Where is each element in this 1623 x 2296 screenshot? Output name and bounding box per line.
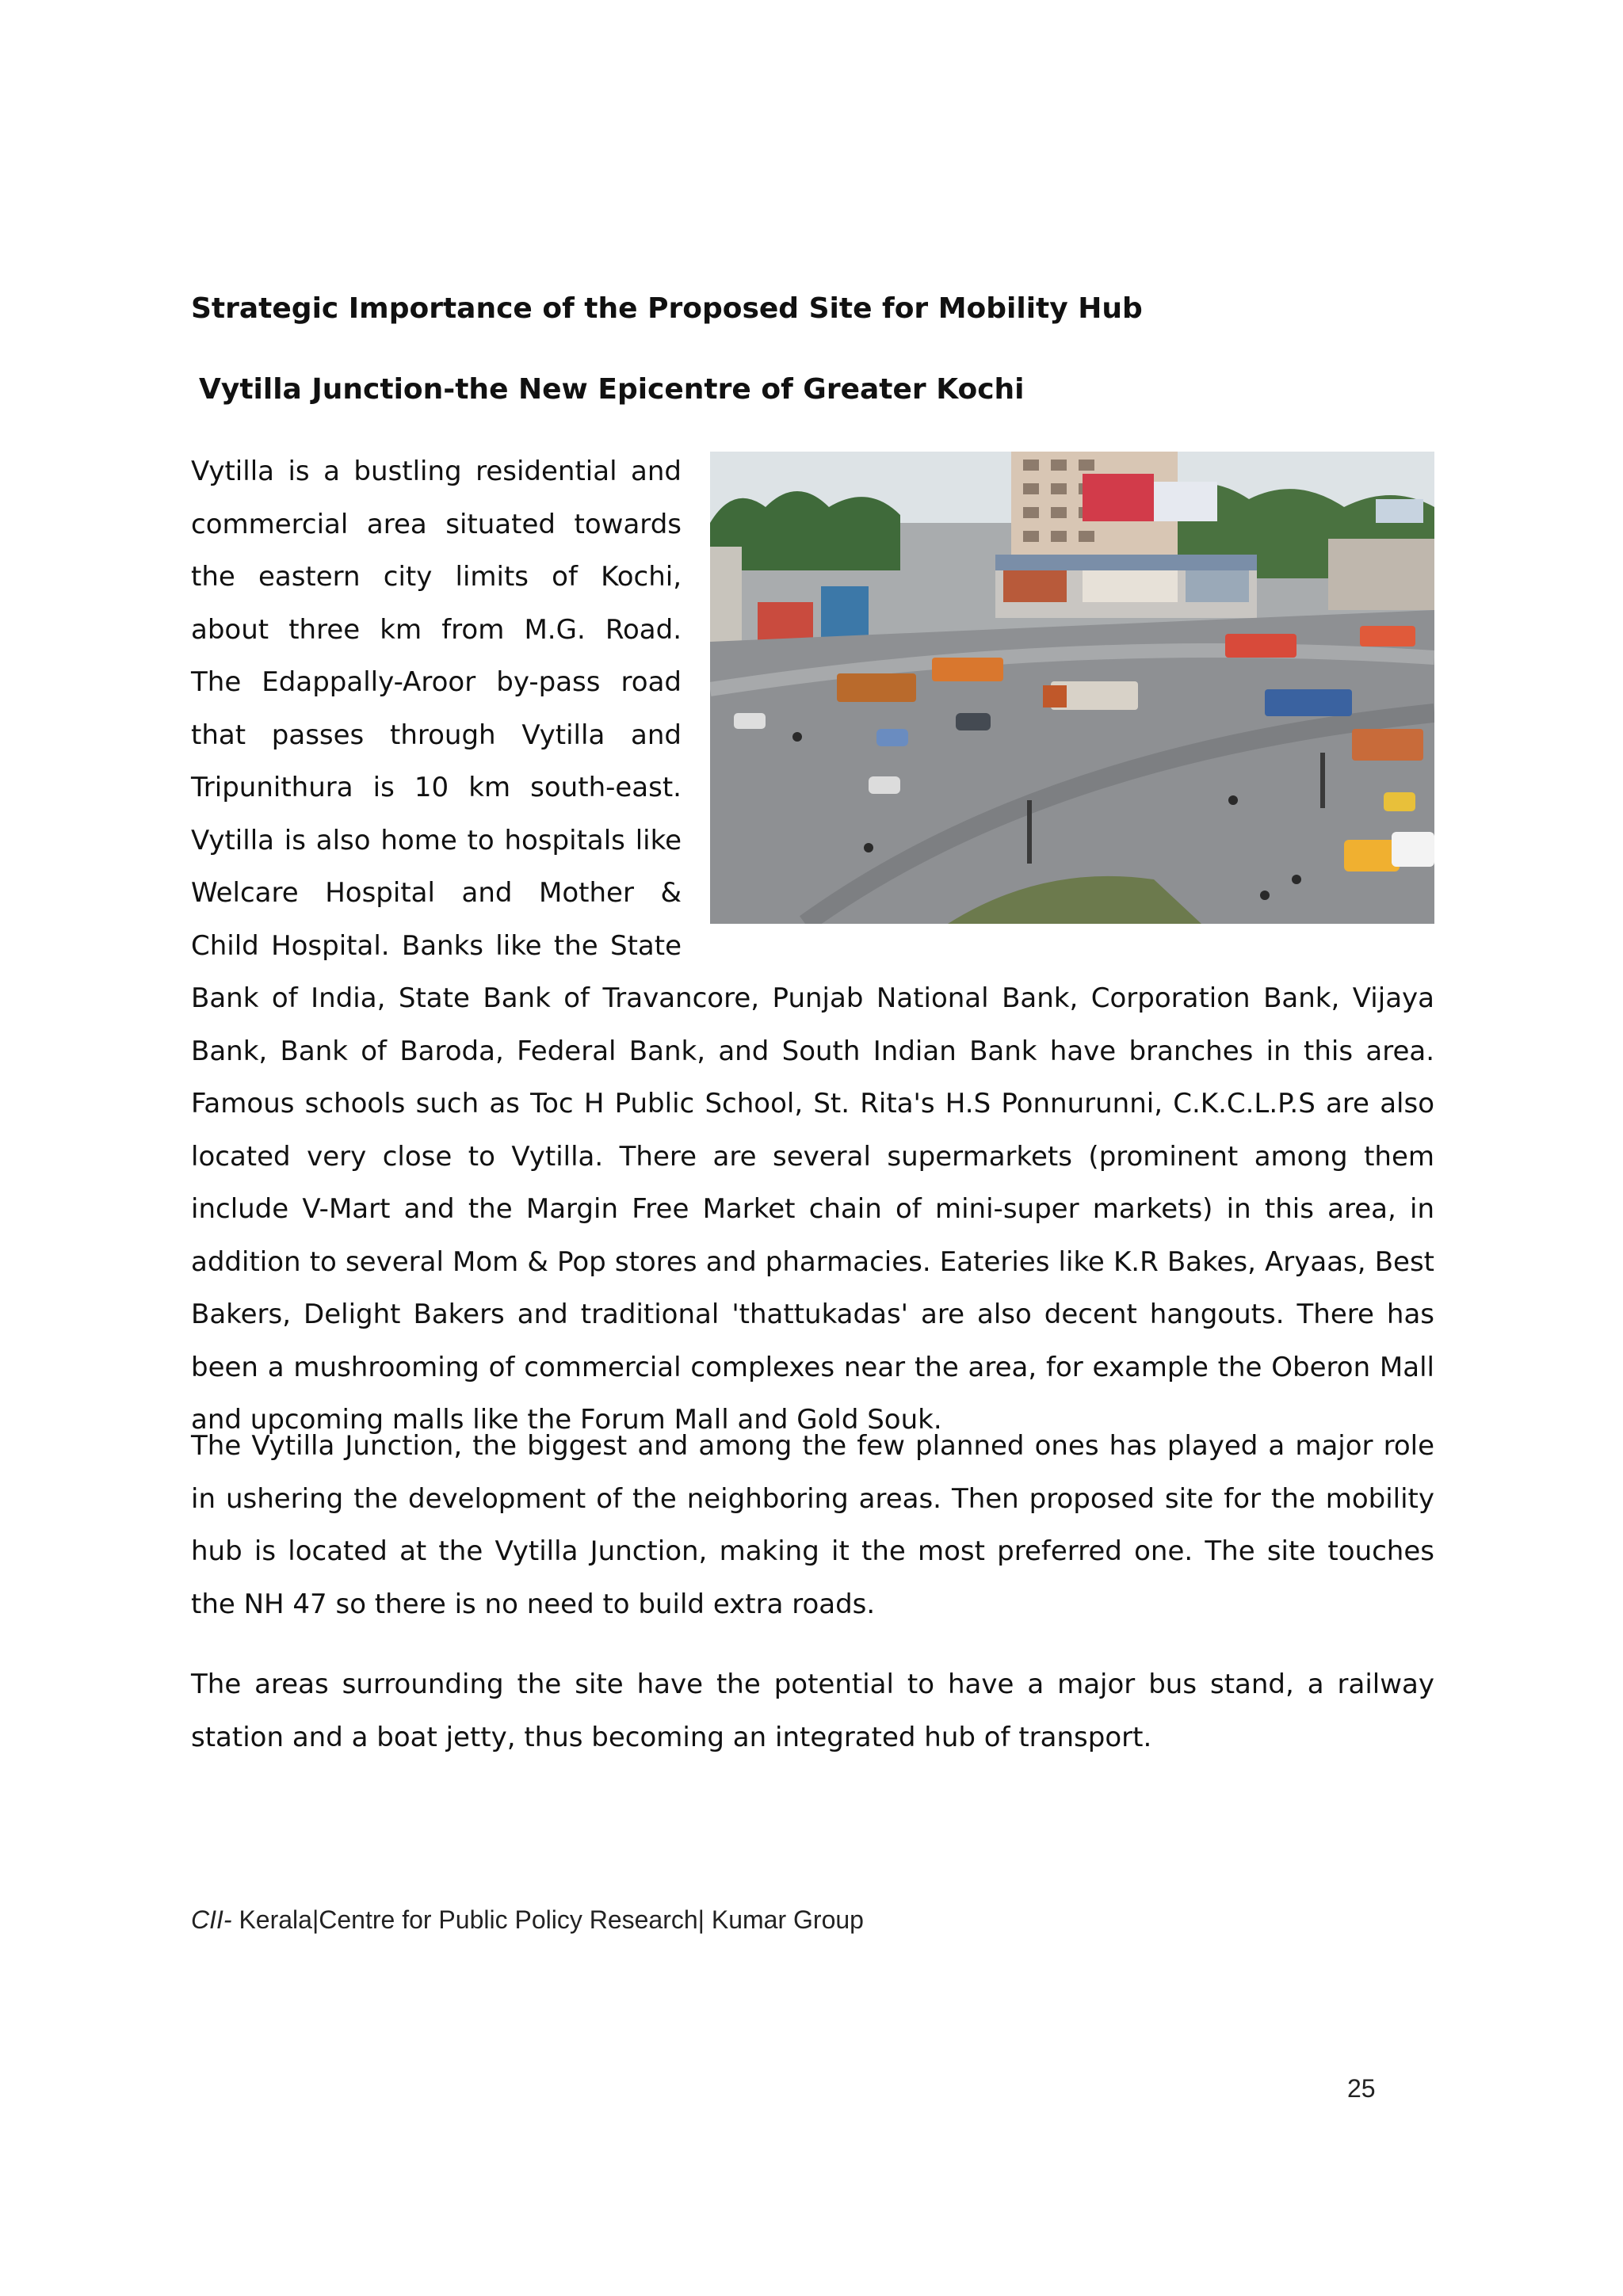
- page-number: 25: [1347, 2074, 1376, 2103]
- paragraph-vytilla-junction: The Vytilla Junction, the biggest and among the few planned ones has played a major role in ushering the development of the neighboring areas. Then proposed site for the mobility hub is located at the Vytilla Junction, making it the most preferred one. The site touches the NH 47 so there is no need to build extra roads.: [191, 1430, 1434, 1620]
- footer-org-names: Kerala|Centre for Public Policy Research| Kumar Group: [231, 1905, 864, 1934]
- intro-block: [191, 445, 1434, 1447]
- section-title: Strategic Importance of the Proposed Site for Mobility Hub: [191, 292, 1143, 325]
- paragraph-integrated-hub: The areas surrounding the site have the potential to have a major bus stand, a railway station and a boat jetty, thus becoming an integrated hub of transport.: [191, 1669, 1434, 1753]
- footer-org-prefix: CII-: [191, 1905, 232, 1934]
- paragraph-intro: Vytilla is a bustling residential and commercial area situated towards the eastern city limits of Kochi, about three km from M.G. Road. The Edappally-Aroor by-pass road that passes through Vytilla and Tripunithura is 10 km south-east. Vytilla is also home to hospitals like Welcare Hospital and Mother & Child Hospital. Banks like the State Bank of India, State Bank of Travancore, Punjab National Bank, Corporation Bank, Vijaya Bank, Bank of Baroda, Federal Bank, and South Indian Bank have branches in this area. Famous schools such as Toc H Public School, St. Rita's H.S Ponnurunni, C.K.C.L.P.S are also located very close to Vytilla. There are several supermarkets (prominent among them include V-Mart and the Margin Free Market chain of mini-super markets) in this area, in addition to several Mom & Pop stores and pharmacies. Eateries like K.R Bakes, Aryaas, Best Bakers, Delight Bakers and traditional 'thattukadas' are also decent hangouts. There has been a mushrooming of commercial complexes near the area, for example the Oberon Mall and upcoming malls like the Forum Mall and Gold Souk.: [191, 456, 1434, 1436]
- subsection-title: Vytilla Junction-the New Epicentre of Greater Kochi: [199, 373, 1025, 406]
- page-footer: [191, 1904, 864, 1936]
- junction-photo: [710, 452, 1434, 924]
